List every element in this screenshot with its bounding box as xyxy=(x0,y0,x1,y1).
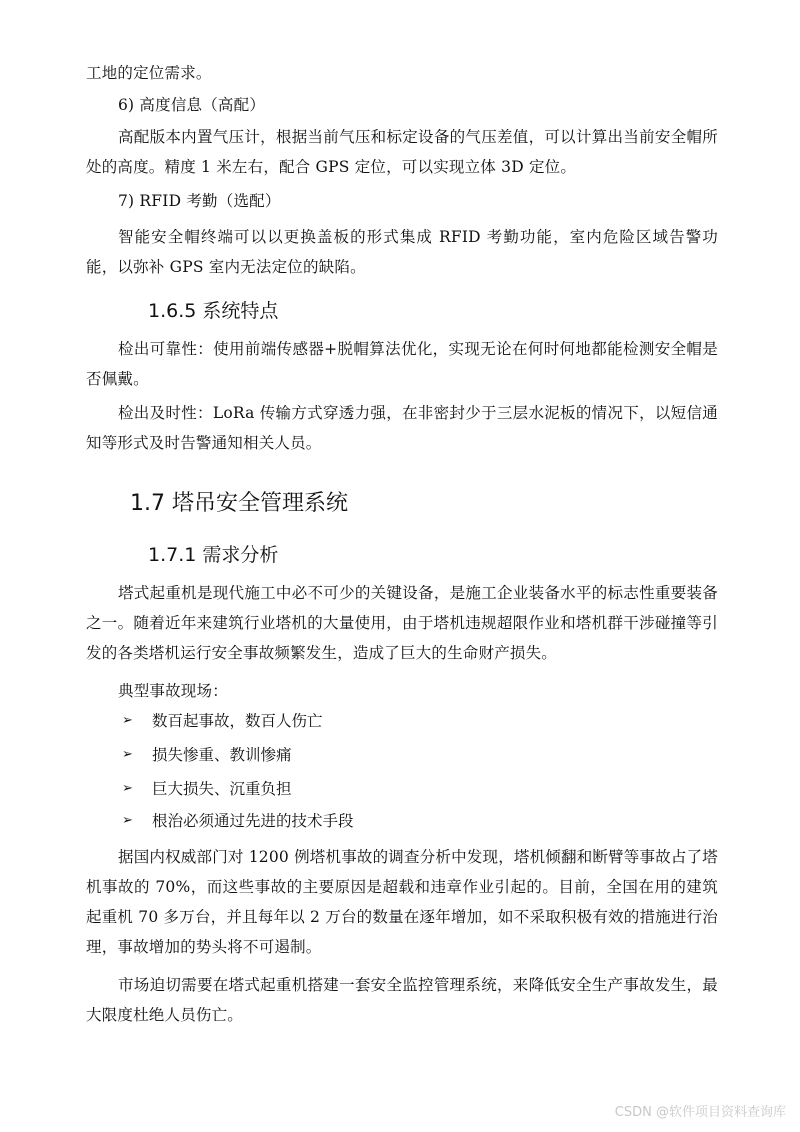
paragraph-rfid: 智能安全帽终端可以以更换盖板的形式集成 RFID 考勤功能，室内危险区域告警功能，以弥补 GPS 室内无法定位的缺陷。 xyxy=(86,228,718,276)
list-item-text: 根治必须通过先进的技术手段 xyxy=(152,812,354,830)
list-item xyxy=(122,774,292,804)
arrow-bullet-icon: ➢ xyxy=(122,813,133,828)
paragraph-reliability: 检出可靠性：使用前端传感器+脱帽算法优化，实现无论在何时何地都能检测安全帽是否佩戴。 xyxy=(86,340,718,388)
paragraph-crane-intro: 塔式起重机是现代施工中必不可少的关键设备，是施工企业装备水平的标志性重要装备之一。随着近年来建筑行业塔机的大量使用，由于塔机违规超限作业和塔机群干涉碰撞等引发的各类塔机运行安全事故频繁发生，造成了巨大的生命财产损失。 xyxy=(86,584,718,662)
arrow-bullet-icon: ➢ xyxy=(122,713,133,728)
paragraph-altitude: 高配版本内置气压计，根据当前气压和标定设备的气压差值，可以计算出当前安全帽所处的高度。精度 1 米左右，配合 GPS 定位，可以实现立体 3D 定位。 xyxy=(86,128,718,176)
list-item xyxy=(122,706,323,736)
paragraph-continuation: 工地的定位需求。 xyxy=(86,64,212,82)
paragraph-typical-accidents: 典型事故现场： xyxy=(118,682,228,700)
section-heading-1-6-5: 1.6.5 系统特点 xyxy=(148,300,279,322)
section-heading-1-7-1: 1.7.1 需求分析 xyxy=(148,544,279,566)
paragraph-timeliness: 检出及时性：LoRa 传输方式穿透力强，在非密封少于三层水泥板的情况下，以短信通知等形式及时告警通知相关人员。 xyxy=(86,404,718,452)
section-heading-1-7: 1.7 塔吊安全管理系统 xyxy=(130,491,348,516)
list-item xyxy=(122,806,354,836)
arrow-bullet-icon: ➢ xyxy=(122,781,133,796)
paragraph-statistics: 据国内权威部门对 1200 例塔机事故的调查分析中发现，塔机倾翻和断臂等事故占了塔机事故的 70%，而这些事故的主要原因是超载和违章作业引起的。目前，全国在用的建筑起重机 70 多万台，并且每年以 2 万台的数量在逐年增加，如不采取积极有效的措施进行治理，事故增加的势头将不可遏制。 xyxy=(86,848,719,956)
arrow-bullet-icon: ➢ xyxy=(122,747,133,762)
list-item-text: 损失惨重、教训惨痛 xyxy=(152,746,292,764)
list-heading-altitude: 6) 高度信息（高配） xyxy=(118,96,266,114)
list-heading-rfid: 7) RFID 考勤（选配） xyxy=(118,192,281,210)
list-item xyxy=(122,740,292,770)
paragraph-market-need: 市场迫切需要在塔式起重机搭建一套安全监控管理系统，来降低安全生产事故发生，最大限度杜绝人员伤亡。 xyxy=(86,976,718,1024)
csdn-watermark: CSDN @软件项目资料查询库 xyxy=(614,1105,786,1120)
list-item-text: 巨大损失、沉重负担 xyxy=(152,780,292,798)
list-item-text: 数百起事故，数百人伤亡 xyxy=(152,712,323,730)
